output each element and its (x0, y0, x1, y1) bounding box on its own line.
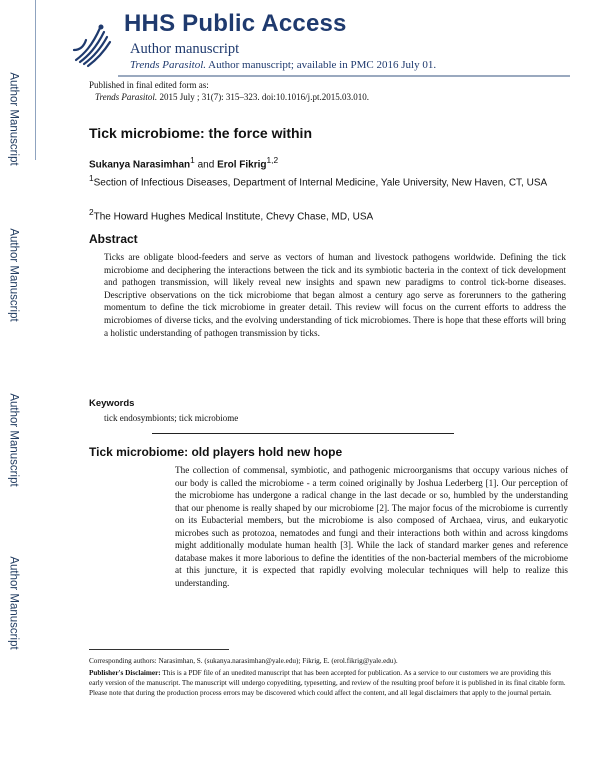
keywords-rule (152, 433, 454, 434)
publication-info: Published in final edited form as: Trends Parasitol. 2015 July ; 31(7): 315–323. doi:10.1016/j.pt.2015.03.010. (89, 80, 369, 102)
footnote-rule (89, 649, 229, 650)
author-list: Sukanya Narasimhan$^1$ and Erol Fikrig$^{1,2}$ (89, 155, 279, 171)
sidebar-divider (35, 0, 36, 160)
sidebar-label-author-manuscript: Author Manuscript (8, 228, 21, 322)
section-heading: Tick microbiome: old players hold new hope (89, 445, 343, 459)
hhs-eagle-logo-icon (70, 20, 112, 70)
abstract-heading: Abstract (89, 232, 138, 246)
sidebar-label-author-manuscript: Author Manuscript (8, 556, 21, 650)
availability-line: Trends Parasitol. Author manuscript; available in PMC 2016 July 01. (130, 59, 437, 71)
hhs-title: HHS Public Access (124, 10, 347, 37)
section-text: The collection of commensal, symbiotic, and pathogenic microorganisms that occupy various niches of our body is called the microbiome - a term coined originally by Joshua Lederberg [1]. Our perception of the microbiome has undergone a radical change in the last decade or so, humbled by the understanding that our phenome is really shaped by our microbiome [2]. The major focus of the microbiome is currently on its Eubacterial members, but the microbiome is also composed of Archaea, virus, and eukaryotic microbes such as protozoa, nematodes and fungi and their interactions both within and across kingdoms might additionally modulate human health [3]. While the lack of standard marker genes and reference database makes it more laborious to define the identities of the non-bacterial members of the microbiome at this juncture, it is expected that rapidly evolving molecular techniques will help to realize this understanding. (175, 465, 568, 588)
publisher-disclaimer: Publisher's Disclaimer: This is a PDF file of an unedited manuscript that has been accepted for publication. As a service to our customers we are providing this early version of the manuscript. The manuscript will undergo copyediting, typesetting, and review of the resulting proof before it is published in its final citable form. Please note that during the production process errors may be discovered which could affect the content, and all legal disclaimers that apply to the journal pertain. (89, 669, 566, 697)
author-manuscript-label: Author manuscript (130, 41, 240, 57)
keywords-text: tick endosymbionts; tick microbiome (104, 413, 239, 423)
affiliation-2: $^2$The Howard Hughes Medical Institute, Chevy Chase, MD, USA (89, 207, 374, 223)
abstract-text: Ticks are obligate blood-feeders and serve as vectors of human and livestock pathogens worldwide. Defining the tick microbiome and deciphering the interactions between the tick and its symbiotic bacteria in the context of tick development and pathogen transmission, will likely reveal new insights and spawn new paradigms to control tick-borne diseases. Descriptive observations on the tick microbiome that began almost a century ago serve as forerunners to the gathering momentum to define the tick microbiome in greater detail. This review will focus on the current efforts to address the microbiomes of diverse ticks, and the evolving understanding of tick microbiomes. There is hope that these efforts will bring a holistic understanding of pathogen transmission by ticks. (104, 252, 566, 338)
affiliation-1: $^1$Section of Infectious Diseases, Department of Internal Medicine, Yale University, New Haven, CT, USA (89, 173, 548, 189)
article-title: Tick microbiome: the force within (89, 125, 313, 141)
keywords-heading: Keywords (89, 398, 135, 409)
sidebar-label-author-manuscript: Author Manuscript (8, 393, 21, 487)
header-rule (118, 75, 570, 77)
footnotes (89, 656, 567, 700)
corresponding-authors: Corresponding authors: Narasimhan, S. (sukanya.narasimhan@yale.edu); Fikrig, E. (erol.fikrig@yale.edu). (89, 657, 398, 665)
sidebar-label-author-manuscript: Author Manuscript (8, 72, 21, 166)
